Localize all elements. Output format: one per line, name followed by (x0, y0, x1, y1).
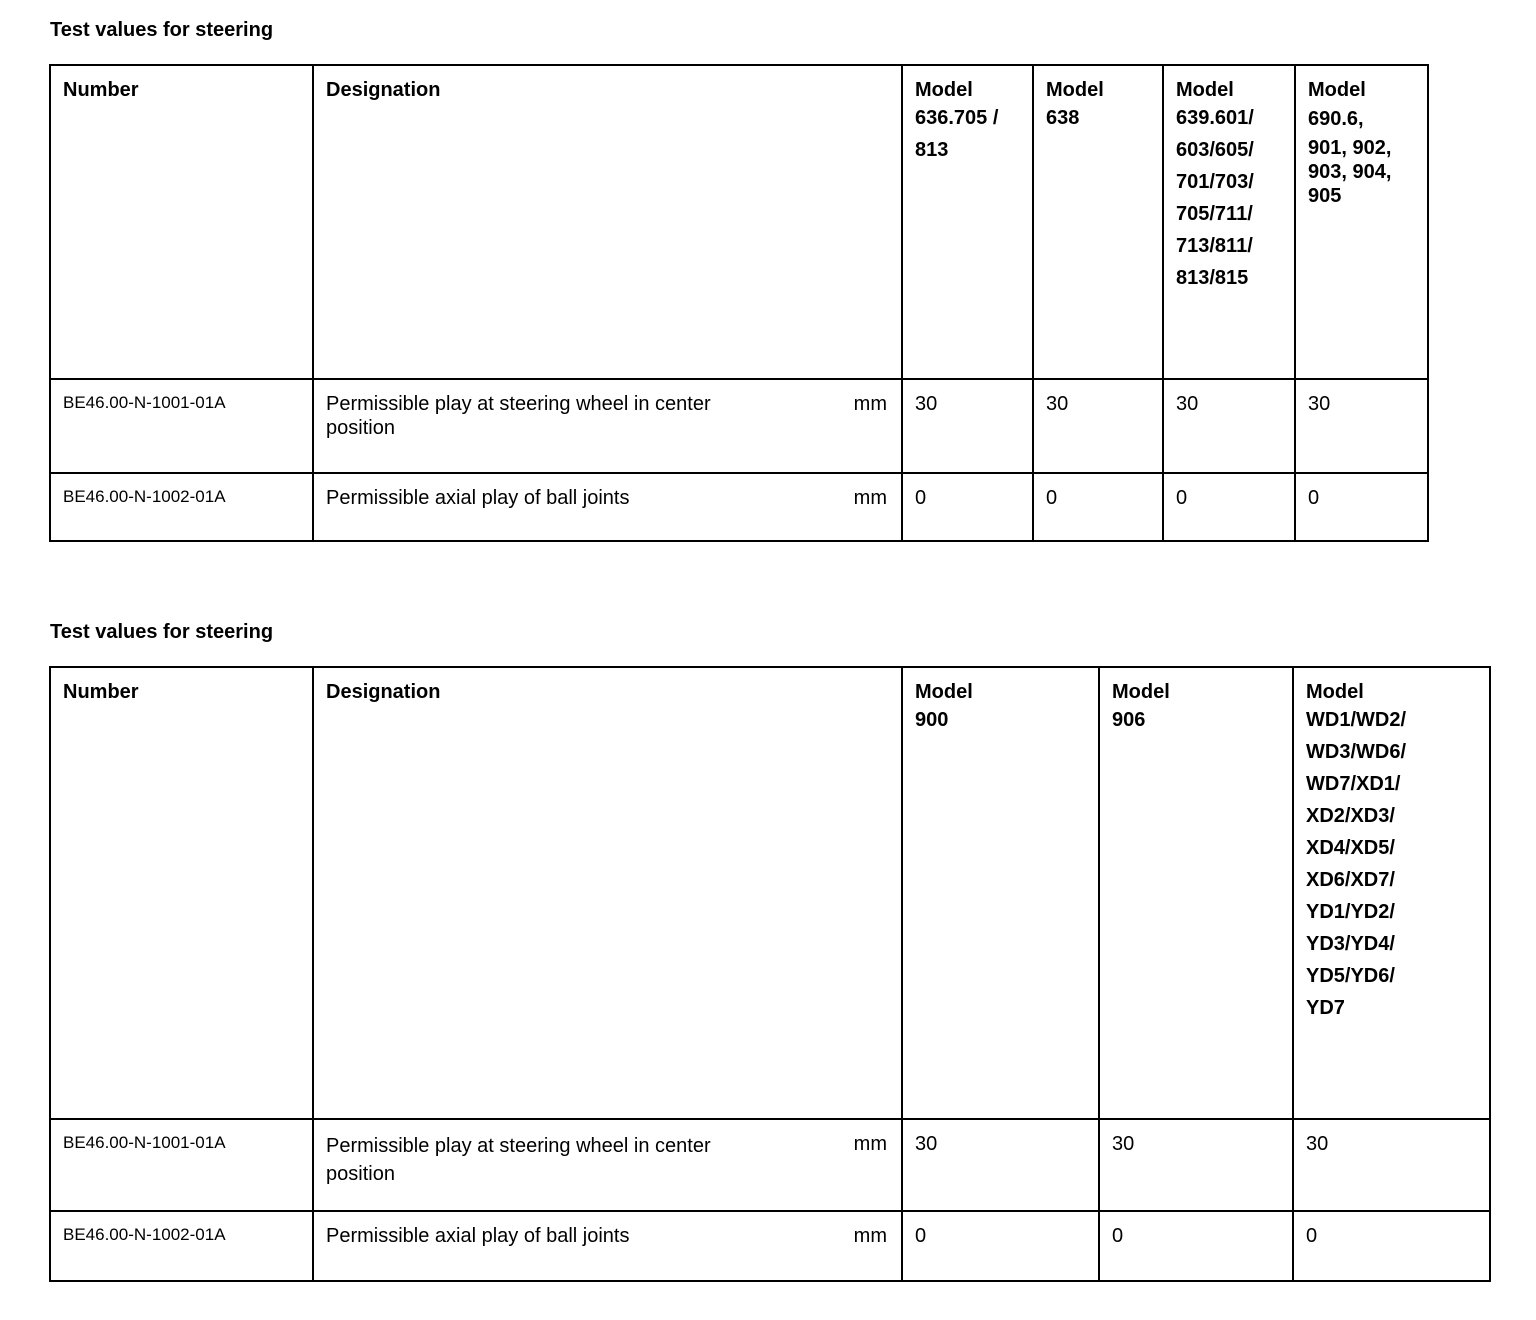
model-header-line: 813/815 (1176, 267, 1249, 289)
row-designation-cell (313, 379, 902, 473)
row-value: 0 (1099, 1211, 1293, 1281)
header-model (902, 667, 1099, 1119)
model-header-line: XD6/XD7/ (1306, 869, 1395, 891)
header-model (1033, 65, 1163, 379)
table-header-row (50, 65, 1428, 379)
steering-test-values-table-2 (49, 666, 1491, 1282)
row-value: 30 (1293, 1119, 1490, 1211)
model-header-line: WD1/WD2/ (1306, 709, 1406, 731)
table-2-title: Test values for steering (50, 621, 274, 643)
model-header-line: 900 (915, 709, 949, 731)
row-number: BE46.00-N-1001-01A (50, 1119, 313, 1211)
table-row (50, 473, 1428, 541)
row-unit: mm (853, 1133, 887, 1155)
model-header-line: 713/811/ (1176, 235, 1253, 257)
row-unit: mm (853, 487, 887, 509)
row-value: 30 (1295, 379, 1428, 473)
model-header-line: Model (1308, 79, 1366, 101)
header-model (1295, 65, 1428, 379)
row-value: 30 (1163, 379, 1295, 473)
row-value: 30 (1033, 379, 1163, 473)
model-header-line: 639.601/ (1176, 107, 1254, 129)
header-number: Number (50, 65, 313, 379)
model-header-line: 636.705 / (915, 107, 999, 129)
header-model (1163, 65, 1295, 379)
table-1-title: Test values for steering (50, 19, 274, 41)
model-header-line: 813 (915, 139, 949, 161)
row-designation: Permissible play at steering wheel in center position (326, 393, 711, 439)
model-header-line: YD3/YD4/ (1306, 933, 1395, 955)
row-value: 30 (902, 1119, 1099, 1211)
model-header-line: XD4/XD5/ (1306, 837, 1395, 859)
table-row (50, 379, 1428, 473)
model-header-line: Model (915, 681, 973, 703)
model-header-line: 905 (1308, 185, 1342, 207)
header-number: Number (50, 667, 313, 1119)
model-header-line: 701/703/ (1176, 171, 1254, 193)
model-header-line: 903, 904, (1308, 161, 1392, 183)
model-header-line: YD7 (1306, 997, 1345, 1019)
row-unit: mm (853, 393, 887, 415)
model-header-line: Model (1112, 681, 1170, 703)
header-model (1293, 667, 1490, 1119)
steering-test-values-table-1 (49, 64, 1429, 542)
row-designation-cell (313, 1211, 902, 1281)
row-value: 0 (902, 1211, 1099, 1281)
row-number: BE46.00-N-1002-01A (50, 473, 313, 541)
row-value: 30 (1099, 1119, 1293, 1211)
model-header-line: WD3/WD6/ (1306, 741, 1406, 763)
header-model (1099, 667, 1293, 1119)
model-header-line: Model (1176, 79, 1234, 101)
row-value: 0 (1163, 473, 1295, 541)
table-row (50, 1211, 1490, 1281)
row-designation: Permissible axial play of ball joints (326, 487, 630, 509)
model-header-line: 906 (1112, 709, 1146, 731)
model-header-line: 690.6, (1308, 108, 1364, 130)
model-header-line: YD1/YD2/ (1306, 901, 1395, 923)
model-header-line: 705/711/ (1176, 203, 1253, 225)
row-value: 30 (902, 379, 1033, 473)
row-number: BE46.00-N-1001-01A (50, 379, 313, 473)
model-header-line: YD5/YD6/ (1306, 965, 1395, 987)
table-header-row (50, 667, 1490, 1119)
model-header-line: 901, 902, (1308, 137, 1392, 159)
row-designation-cell (313, 473, 902, 541)
model-header-line: XD2/XD3/ (1306, 805, 1395, 827)
row-value: 0 (1295, 473, 1428, 541)
model-header-line: 603/605/ (1176, 139, 1254, 161)
model-header-line: Model (915, 79, 973, 101)
table-row (50, 1119, 1490, 1211)
row-designation: Permissible play at steering wheel in center position (326, 1135, 711, 1185)
row-value: 0 (902, 473, 1033, 541)
row-value: 0 (1033, 473, 1163, 541)
model-header-line: Model (1306, 681, 1364, 703)
header-designation: Designation (313, 65, 902, 379)
header-model (902, 65, 1033, 379)
model-header-line: 638 (1046, 107, 1080, 129)
model-header-line: WD7/XD1/ (1306, 773, 1401, 795)
row-unit: mm (853, 1225, 887, 1247)
header-designation: Designation (313, 667, 902, 1119)
row-designation: Permissible axial play of ball joints (326, 1225, 630, 1247)
row-value: 0 (1293, 1211, 1490, 1281)
model-header-line: Model (1046, 79, 1104, 101)
row-number: BE46.00-N-1002-01A (50, 1211, 313, 1281)
row-designation-cell (313, 1119, 902, 1211)
